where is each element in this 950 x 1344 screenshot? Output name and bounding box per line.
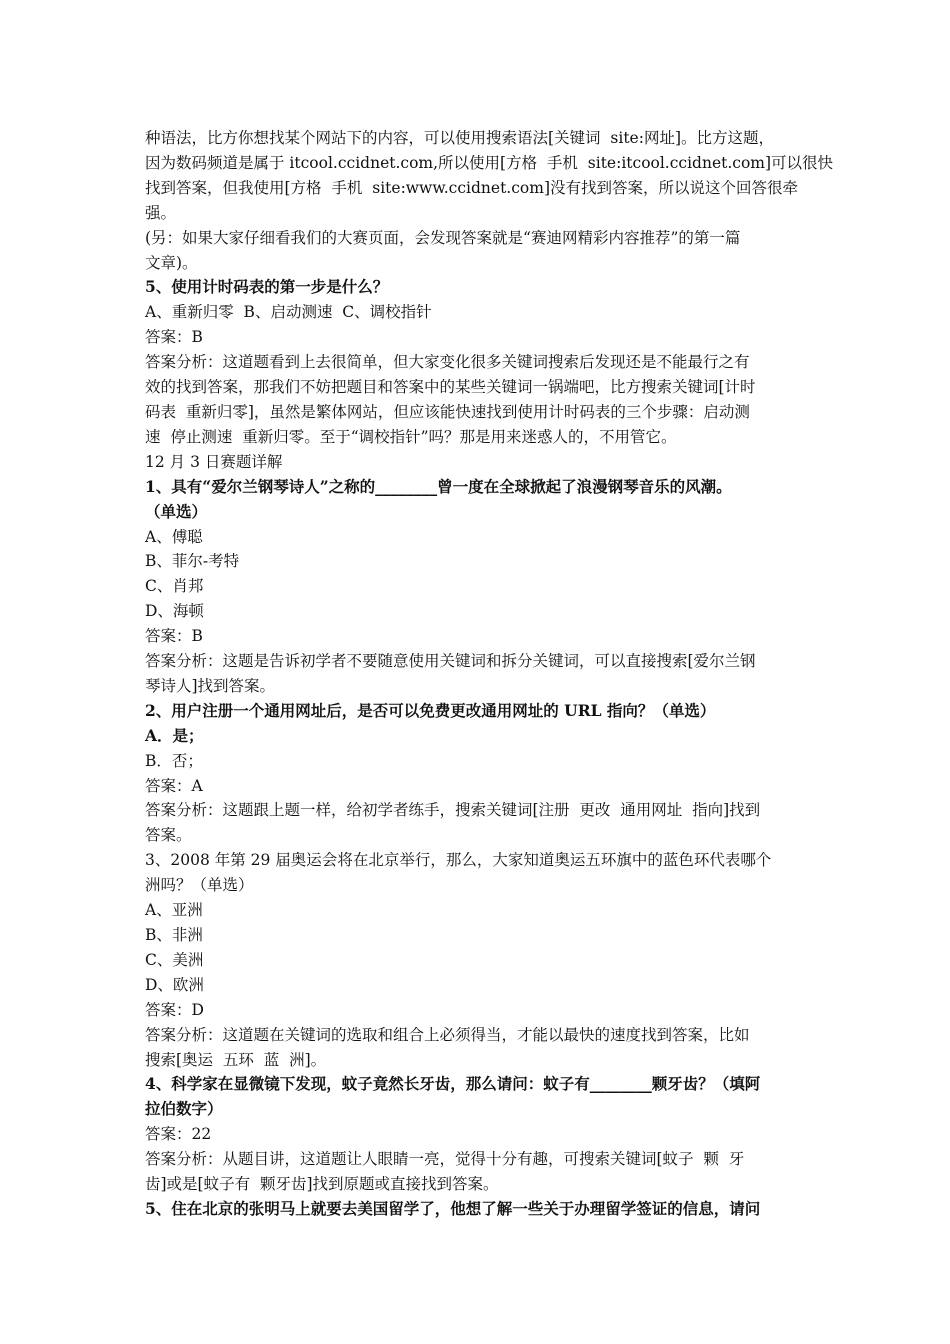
question-heading: 1、具有“爱尔兰钢琴诗人”之称的________曾一度在全球掀起了浪漫钢琴音乐的风潮。 [145, 476, 732, 496]
text-line: 搜索[奥运 五环 蓝 洲]。 [145, 1050, 327, 1069]
document-body [145, 126, 834, 1222]
question-text: 3、2008 年第 29 届奥运会将在北京举行，那么，大家知道奥运五环旗中的蓝色环代表哪个 [145, 851, 772, 870]
question-heading: （单选） [145, 501, 208, 521]
text-line: 效的找到答案，那我们不妨把题目和答案中的某些关键词一锅端吧，比方搜索关键词[计时 [145, 378, 756, 397]
text-line: 速 停止测速 重新归零。至于“调校指针”吗？那是用来迷惑人的，不用管它。 [145, 427, 677, 446]
text-line: 答案分析：这题是告诉初学者不要随意使用关键词和拆分关键词，可以直接搜索[爱尔兰钢 [145, 652, 756, 671]
answer-option: B、非洲 [145, 926, 203, 944]
text-line: 码表 重新归零]，虽然是繁体网站，但应该能快速找到使用计时码表的三个步骤：启动测 [145, 402, 750, 421]
answer-line: 答案：B [145, 328, 203, 347]
answer-option: A、亚洲 [145, 901, 203, 920]
question-heading: 拉伯数字） [145, 1099, 223, 1119]
text-line: 找到答案，但我使用[方格 手机 site:www.ccidnet.com]没有找到答案，所以说这个回答很牵 [145, 178, 798, 197]
text-line: 琴诗人]找到答案。 [145, 676, 276, 695]
question-heading: 5、住在北京的张明马上就要去美国留学了，他想了解一些关于办理留学签证的信息，请问 [145, 1198, 761, 1218]
answer-line: 答案：A [145, 776, 203, 795]
text-line: 答案。 [145, 826, 192, 845]
answer-option: B、菲尔-考特 [145, 552, 240, 571]
text-line: 齿]或是[蚊子有 颗牙齿]找到原题或直接找到答案。 [145, 1175, 499, 1194]
answer-line: 答案：22 [145, 1125, 212, 1144]
text-line: 强。 [145, 203, 177, 222]
answer-option: A．是； [145, 725, 204, 745]
answer-option: B．否； [145, 751, 203, 770]
text-line: 答案分析：这题跟上题一样，给初学者练手，搜索关键词[注册 更改 通用网址 指向]找到 [145, 801, 761, 820]
text-line: 因为数码频道是属于 itcool.ccidnet.com,所以使用[方格 手机 site:itcool.ccidnet.com]可以很快 [145, 153, 834, 172]
question-text: 洲吗？（单选） [145, 876, 254, 895]
text-line: 答案分析：从题目讲，这道题让人眼睛一亮，觉得十分有趣，可搜索关键词[蚊子 颗 牙 [145, 1150, 745, 1169]
text-line: 答案分析：这道题看到上去很简单，但大家变化很多关键词搜索后发现还是不能最行之有 [145, 353, 750, 372]
text-line: 种语法，比方你想找某个网站下的内容，可以使用搜索语法[关键词 site:网址]。比方这题， [145, 129, 774, 147]
answer-option: D、海顿 [145, 602, 204, 621]
question-heading: 2、用户注册一个通用网址后，是否可以免费更改通用网址的 URL 指向？（单选） [145, 700, 716, 720]
answer-option: C、肖邦 [145, 577, 204, 596]
text-line: 答案分析：这道题在关键词的选取和组合上必须得当，才能以最快的速度找到答案，比如 [145, 1025, 750, 1044]
question-heading: 4、科学家在显微镜下发现，蚊子竟然长牙齿，那么请问：蚊子有________颗牙齿？（填阿 [145, 1074, 761, 1094]
answer-option: A、傅聪 [145, 527, 203, 546]
text-line: (另：如果大家仔细看我们的大赛页面，会发现答案就是“赛迪网精彩内容推荐”的第一篇 [145, 228, 741, 247]
answer-option: C、美洲 [145, 950, 204, 969]
answer-line: 答案：B [145, 627, 203, 646]
text-line: 文章)。 [145, 253, 198, 272]
answer-options: A、重新归零 B、启动测速 C、调校指针 [145, 303, 432, 322]
section-heading: 12 月 3 日赛题详解 [145, 452, 283, 471]
answer-line: 答案：D [145, 1000, 204, 1019]
answer-option: D、欧洲 [145, 975, 204, 994]
question-heading: 5、使用计时码表的第一步是什么？ [145, 277, 389, 297]
